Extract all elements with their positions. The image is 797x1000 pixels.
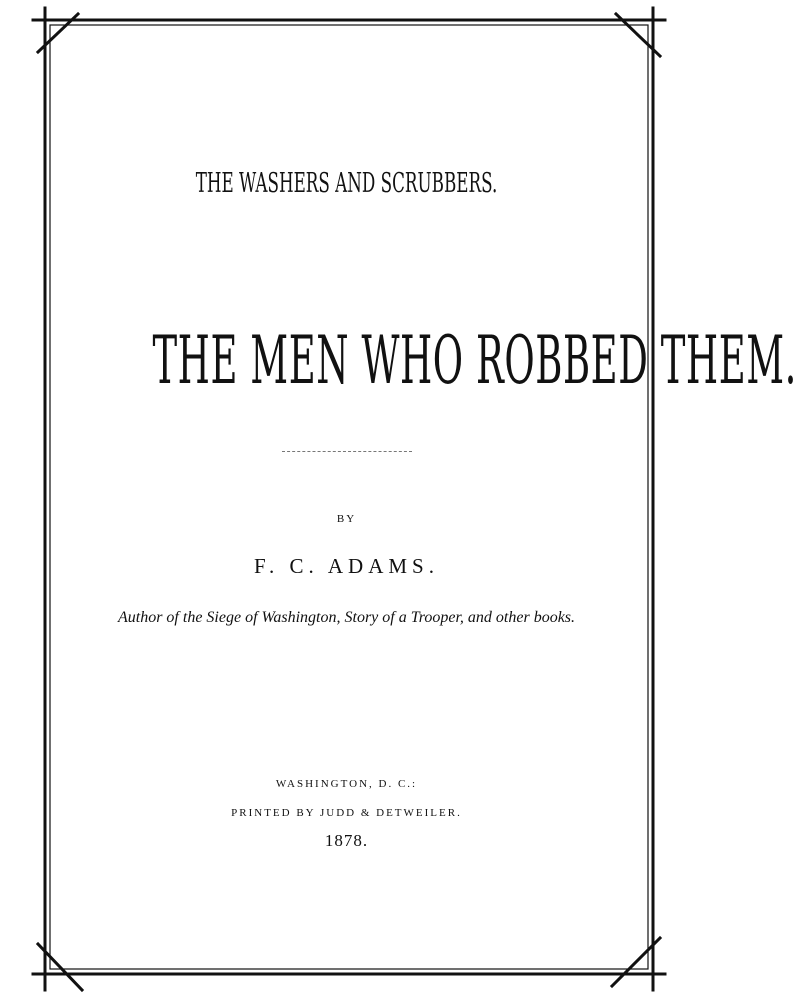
author-name: F. C. ADAMS. xyxy=(254,554,439,578)
subtitle-heading: THE WASHERS AND SCRUBBERS. xyxy=(195,168,498,199)
by-label: BY xyxy=(336,513,357,525)
publication-year: 1878. xyxy=(324,831,369,850)
author-description: Author of the Siege of Washington, Story of a Trooper, and other books. xyxy=(117,609,576,626)
main-title-heading: THE MEN WHO ROBBED THEM. xyxy=(152,322,797,399)
separator-rule xyxy=(282,451,412,452)
publication-place: WASHINGTON, D. C.: xyxy=(275,778,418,790)
printer-line: PRINTED BY JUDD & DETWEILER. xyxy=(231,807,462,819)
